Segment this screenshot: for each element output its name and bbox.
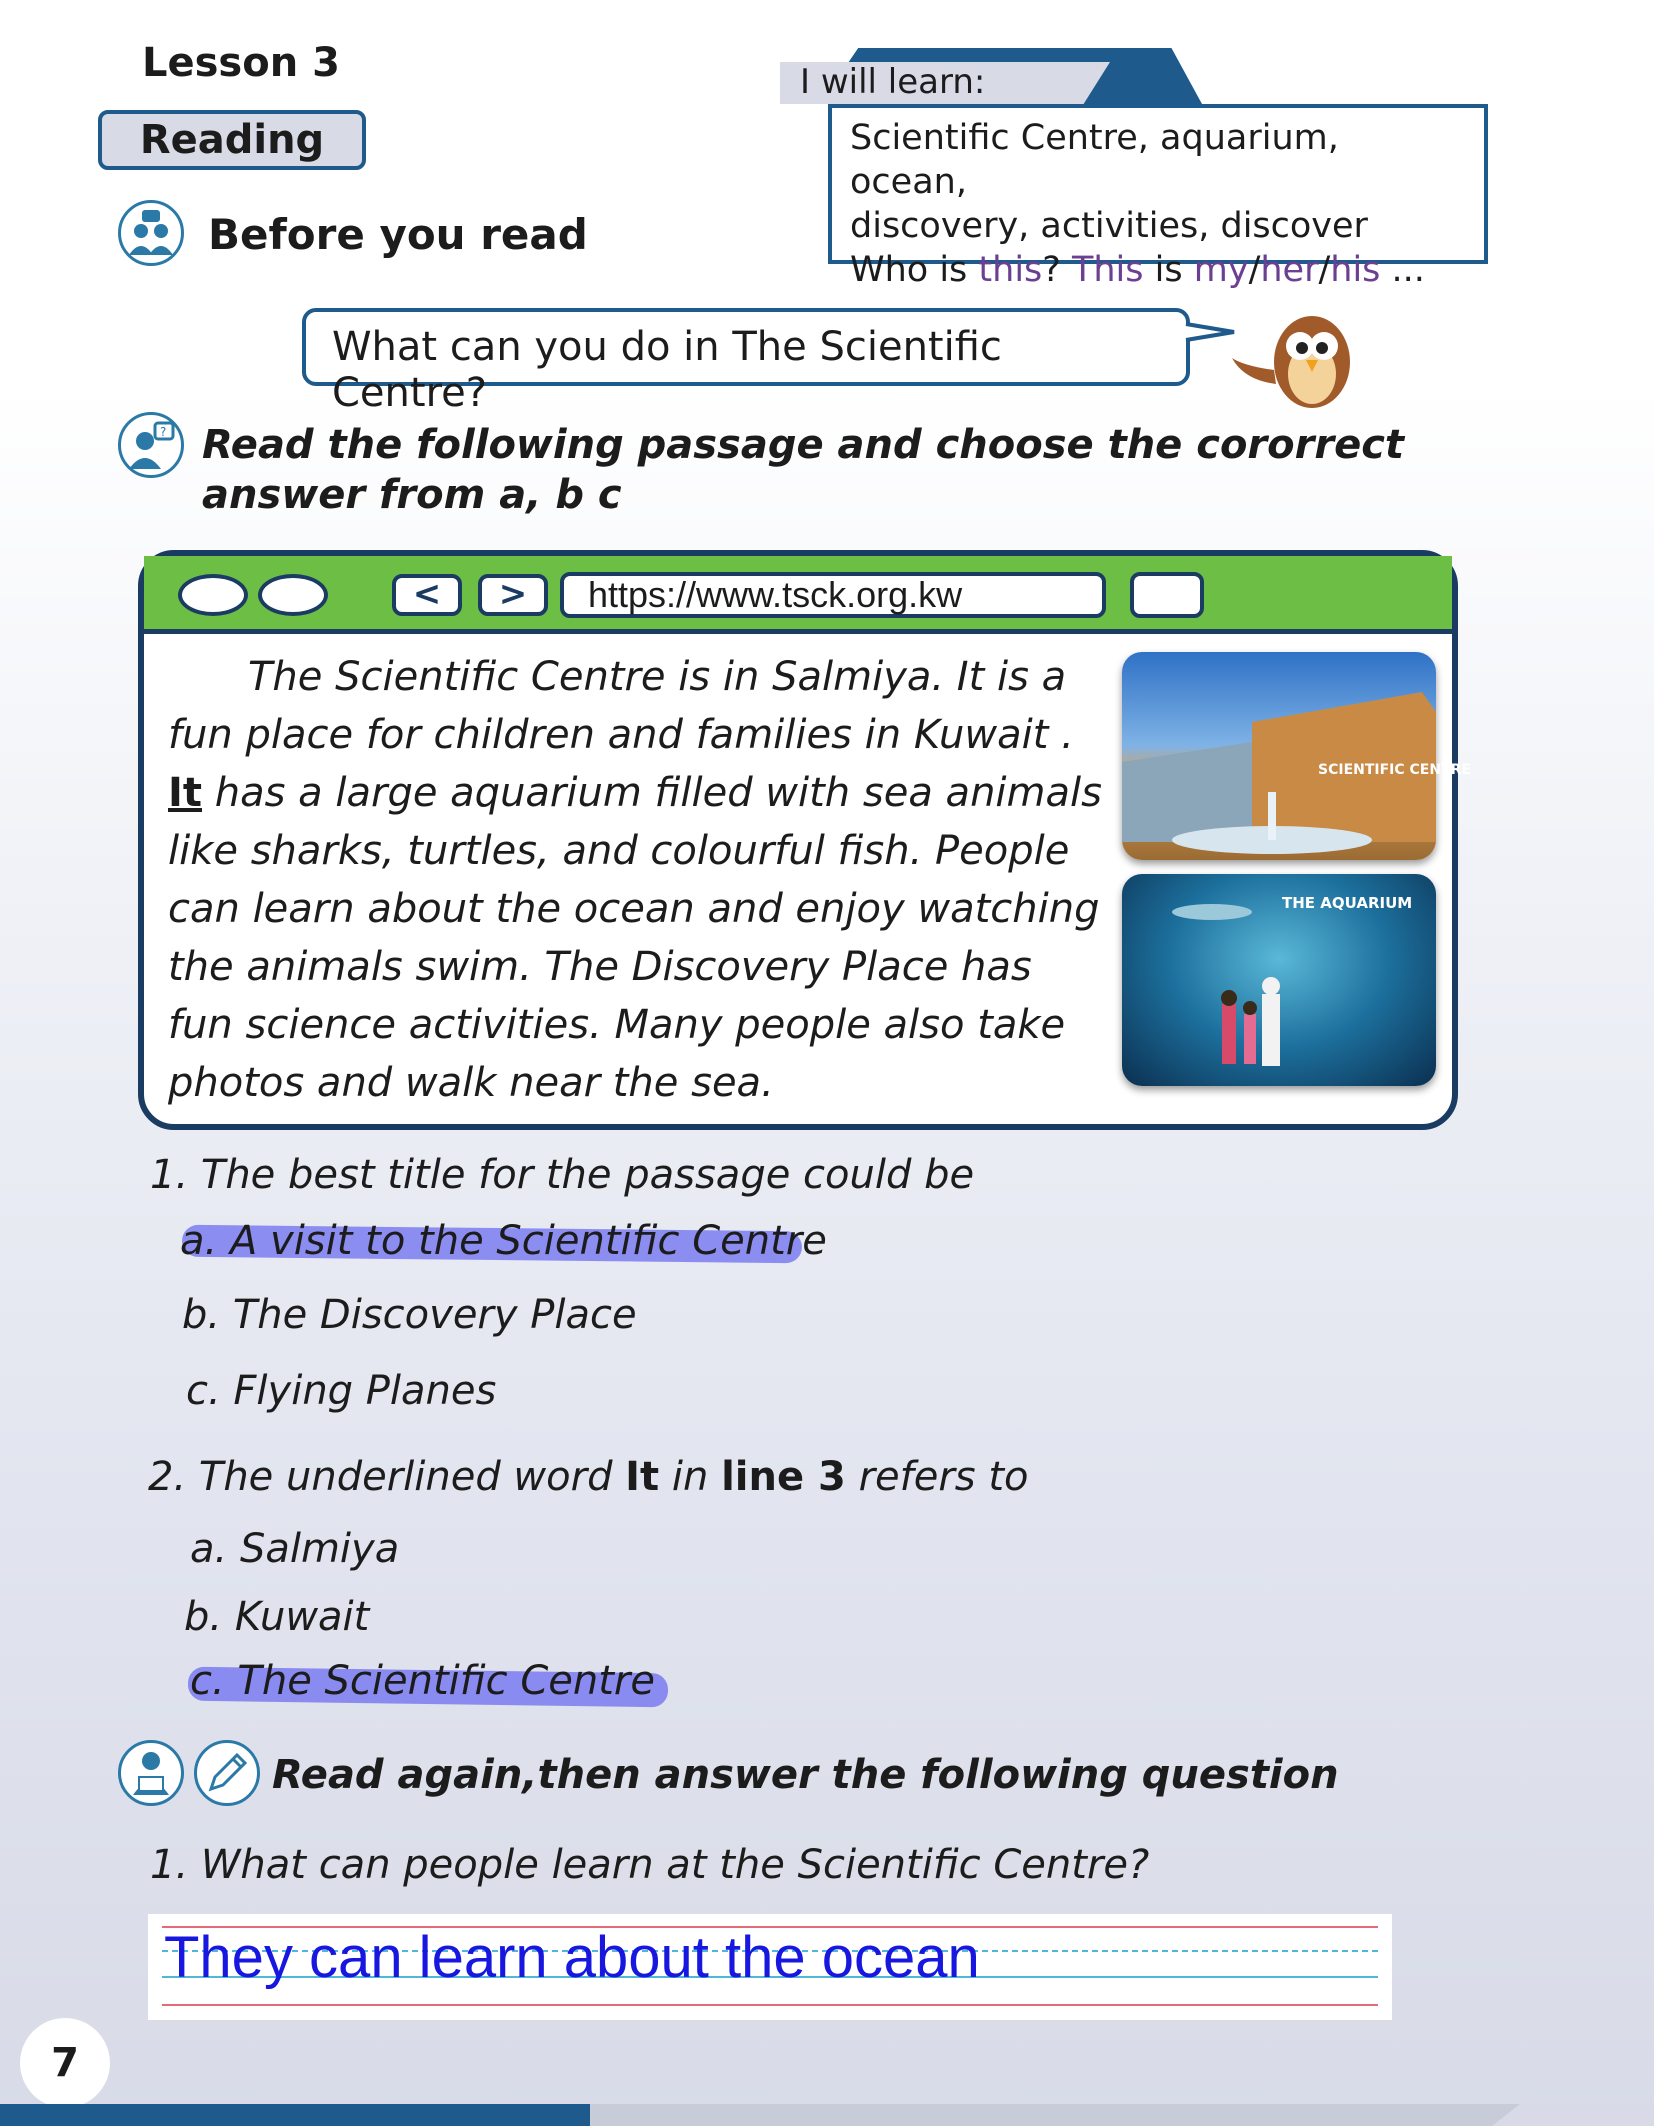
reading-person-icon: [118, 1740, 184, 1806]
back-button[interactable]: <: [392, 574, 462, 616]
passage-part-1: The Scientific Centre is in Salmiya. It is a fun place for children and families in Kuwait .: [168, 654, 1074, 758]
passage-part-2: has a large aquarium filled with sea animals like sharks, turtles, and colourful fish. People can learn about the ocean and enjoy watching the animals swim. The Discovery Place has fun science activities. Many people also take photos and walk near the sea.: [168, 770, 1102, 1106]
section-tag: Reading: [98, 110, 366, 170]
underlined-word-it: It: [168, 770, 203, 816]
learn-label: I will learn:: [800, 62, 986, 102]
read-again-heading: Read again,then answer the following question: [272, 1752, 1339, 1798]
photo1-caption: SCIENTIFIC CENTRE: [1318, 762, 1471, 778]
pencil-icon: [194, 1740, 260, 1806]
svg-text:?: ?: [160, 425, 167, 439]
read-again-question: 1. What can people learn at the Scientific Centre?: [150, 1842, 1150, 1888]
question-2: 2. The underlined word It in line 3 refers to: [148, 1454, 1029, 1500]
learn-box: [828, 104, 1488, 290]
q2-option-b[interactable]: b. Kuwait: [184, 1594, 370, 1640]
answer-text: They can learn about the ocean: [164, 1925, 980, 1990]
reading-passage: [168, 648, 1108, 1112]
question-bubble: What can you do in The Scientific Centre?: [302, 308, 1190, 386]
question-1: 1. The best title for the passage could be: [150, 1152, 975, 1198]
answer-field[interactable]: [148, 1914, 1392, 2020]
window-button-1[interactable]: [178, 574, 248, 616]
q2-option-c[interactable]: c. The Scientific Centre: [190, 1658, 655, 1704]
discussion-icon: [118, 200, 184, 266]
browser-window: [138, 550, 1471, 1130]
page-number: 7: [20, 2018, 110, 2108]
before-read-heading: Before you read: [208, 210, 588, 259]
aquarium-photo: [1122, 874, 1436, 1086]
forward-button[interactable]: >: [478, 574, 548, 616]
learn-line-2: discovery, activities, discover: [850, 206, 1368, 246]
question-person-icon: [118, 412, 184, 478]
q1-option-b[interactable]: b. The Discovery Place: [182, 1292, 637, 1338]
lesson-title: Lesson 3: [142, 40, 340, 86]
address-bar[interactable]: https://www.tsck.org.kw: [560, 572, 1106, 618]
browser-menu-button[interactable]: [1130, 572, 1204, 618]
footer-bar-light: [590, 2104, 1520, 2126]
owl-mascot-icon: [1224, 300, 1354, 412]
learn-line-1: Scientific Centre, aquarium, ocean,: [850, 118, 1339, 202]
instruction-heading: Read the following passage and choose the cororrect answer from a, b c: [202, 422, 1405, 518]
q1-option-c[interactable]: c. Flying Planes: [186, 1368, 497, 1414]
photo2-caption: THE AQUARIUM: [1282, 894, 1413, 912]
browser-toolbar: [144, 556, 1452, 634]
learn-line-3: Who is this? This is my/her/his ...: [850, 250, 1425, 290]
scientific-centre-photo: [1122, 652, 1471, 860]
q2-option-a[interactable]: a. Salmiya: [190, 1526, 400, 1572]
window-button-2[interactable]: [258, 574, 328, 616]
footer-bar: [0, 2104, 590, 2126]
q1-option-a[interactable]: a. A visit to the Scientific Centre: [180, 1218, 827, 1264]
